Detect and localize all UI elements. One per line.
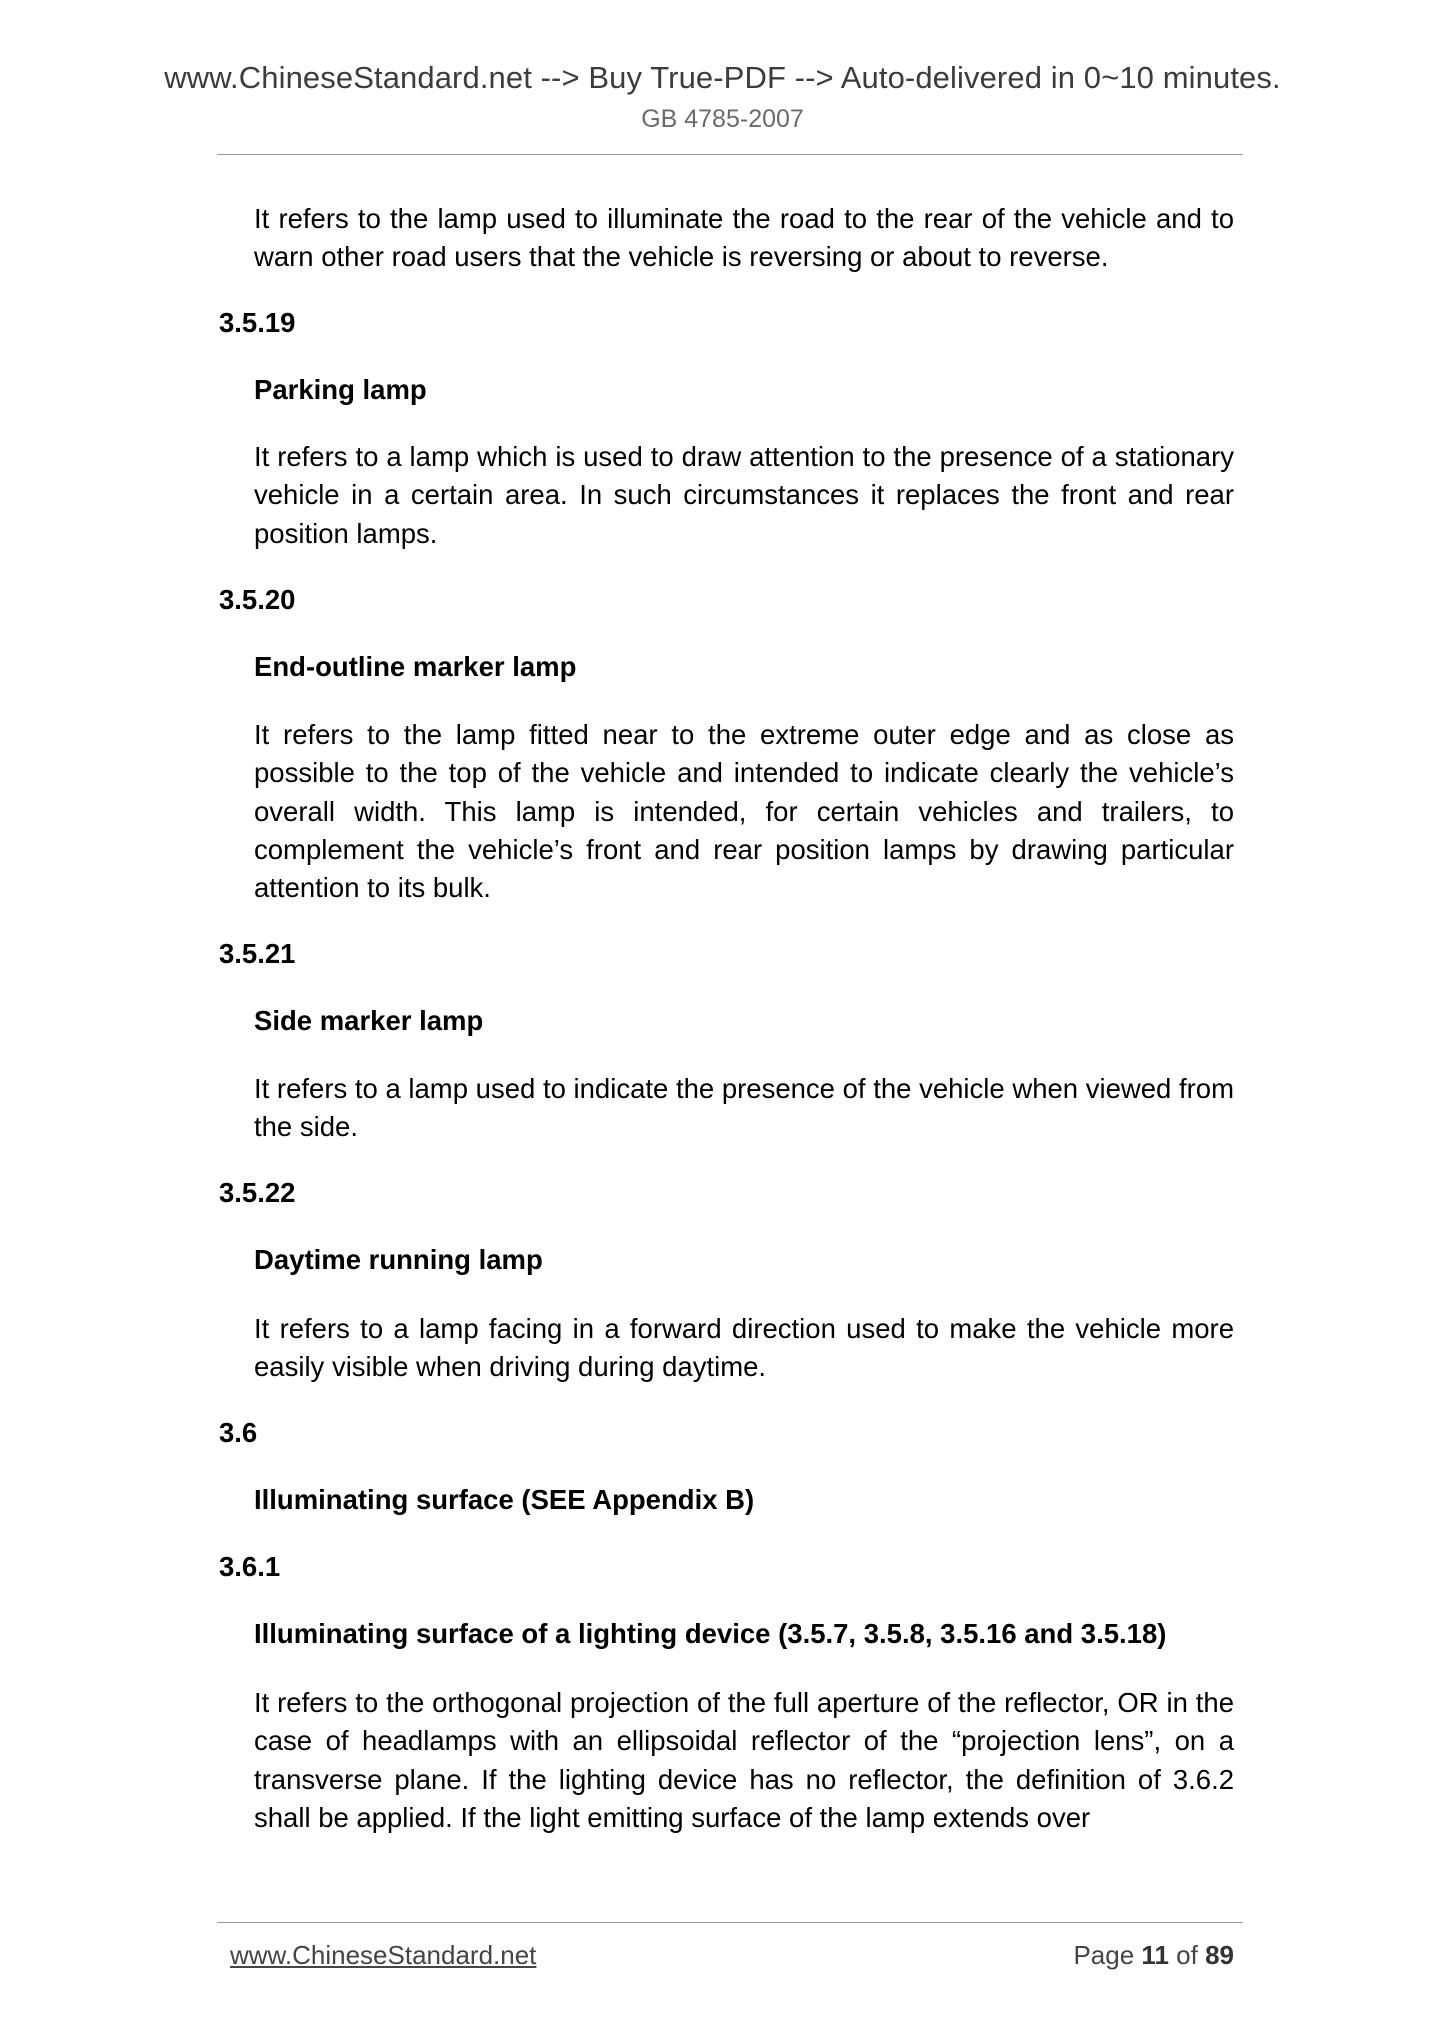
clause-number-3-6-1: 3.6.1 <box>219 1551 281 1582</box>
term-title-illuminating-surface-lighting-device: Illuminating surface of a lighting device (3.5.7, 3.5.8, 3.5.16 and 3.5.18) <box>254 1618 1167 1649</box>
clause-number-3-5-21: 3.5.21 <box>219 938 296 969</box>
definition-illuminating-surface-lighting-device: It refers to the orthogonal projection of the full aperture of the reflector, OR in the case of headlamps with an ellipsoidal reflector of the “projection lens”, on a transverse plane. If the lighting device has no reflector, the definition of 3.6.2 shall be applied. If the light emitting surface of the lamp extends over <box>254 1687 1234 1833</box>
intro-paragraph: It refers to the lamp used to illuminate the road to the rear of the vehicle and to warn other road users that the vehicle is reversing or about to reverse. <box>254 203 1234 273</box>
clause-number-3-6: 3.6 <box>219 1417 258 1448</box>
page-of-label: of <box>1176 1940 1198 1970</box>
term-title-illuminating-surface: Illuminating surface (SEE Appendix B) <box>254 1484 755 1515</box>
standard-number: GB 4785-2007 <box>641 105 804 133</box>
page-indicator <box>1073 1940 1234 1971</box>
term-title-end-outline-marker-lamp: End-outline marker lamp <box>254 651 577 682</box>
definition-parking-lamp: It refers to a lamp which is used to draw attention to the presence of a stationary vehicle in a certain area. In such circumstances it replaces the front and rear position lamps. <box>254 441 1234 549</box>
footer-divider <box>217 1922 1243 1923</box>
page-label: Page <box>1073 1940 1135 1970</box>
current-page-number: 11 <box>1141 1940 1169 1970</box>
header-banner[interactable]: www.ChineseStandard.net --> Buy True-PDF --> Auto-delivered in 0~10 minutes. <box>164 60 1281 95</box>
definition-daytime-running-lamp: It refers to a lamp facing in a forward direction used to make the vehicle more easily visible when driving during daytime. <box>254 1313 1234 1383</box>
total-page-count: 89 <box>1205 1940 1234 1970</box>
definition-side-marker-lamp: It refers to a lamp used to indicate the presence of the vehicle when viewed from the side. <box>254 1073 1234 1143</box>
term-title-side-marker-lamp: Side marker lamp <box>254 1005 484 1036</box>
footer-site-link[interactable]: www.ChineseStandard.net <box>230 1940 537 1970</box>
clause-number-3-5-20: 3.5.20 <box>219 584 296 615</box>
definition-end-outline-marker-lamp: It refers to the lamp fitted near to the extreme outer edge and as close as possible to the top of the vehicle and intended to indicate clearly the vehicle’s overall width. This lamp is intended, for certain vehicles and trailers, to complement the vehicle’s front and rear position lamps by drawing particular attention to its bulk. <box>254 719 1234 904</box>
clause-number-3-5-19: 3.5.19 <box>219 307 296 338</box>
term-title-daytime-running-lamp: Daytime running lamp <box>254 1244 543 1275</box>
term-title-parking-lamp: Parking lamp <box>254 374 427 405</box>
clause-number-3-5-22: 3.5.22 <box>219 1177 296 1208</box>
